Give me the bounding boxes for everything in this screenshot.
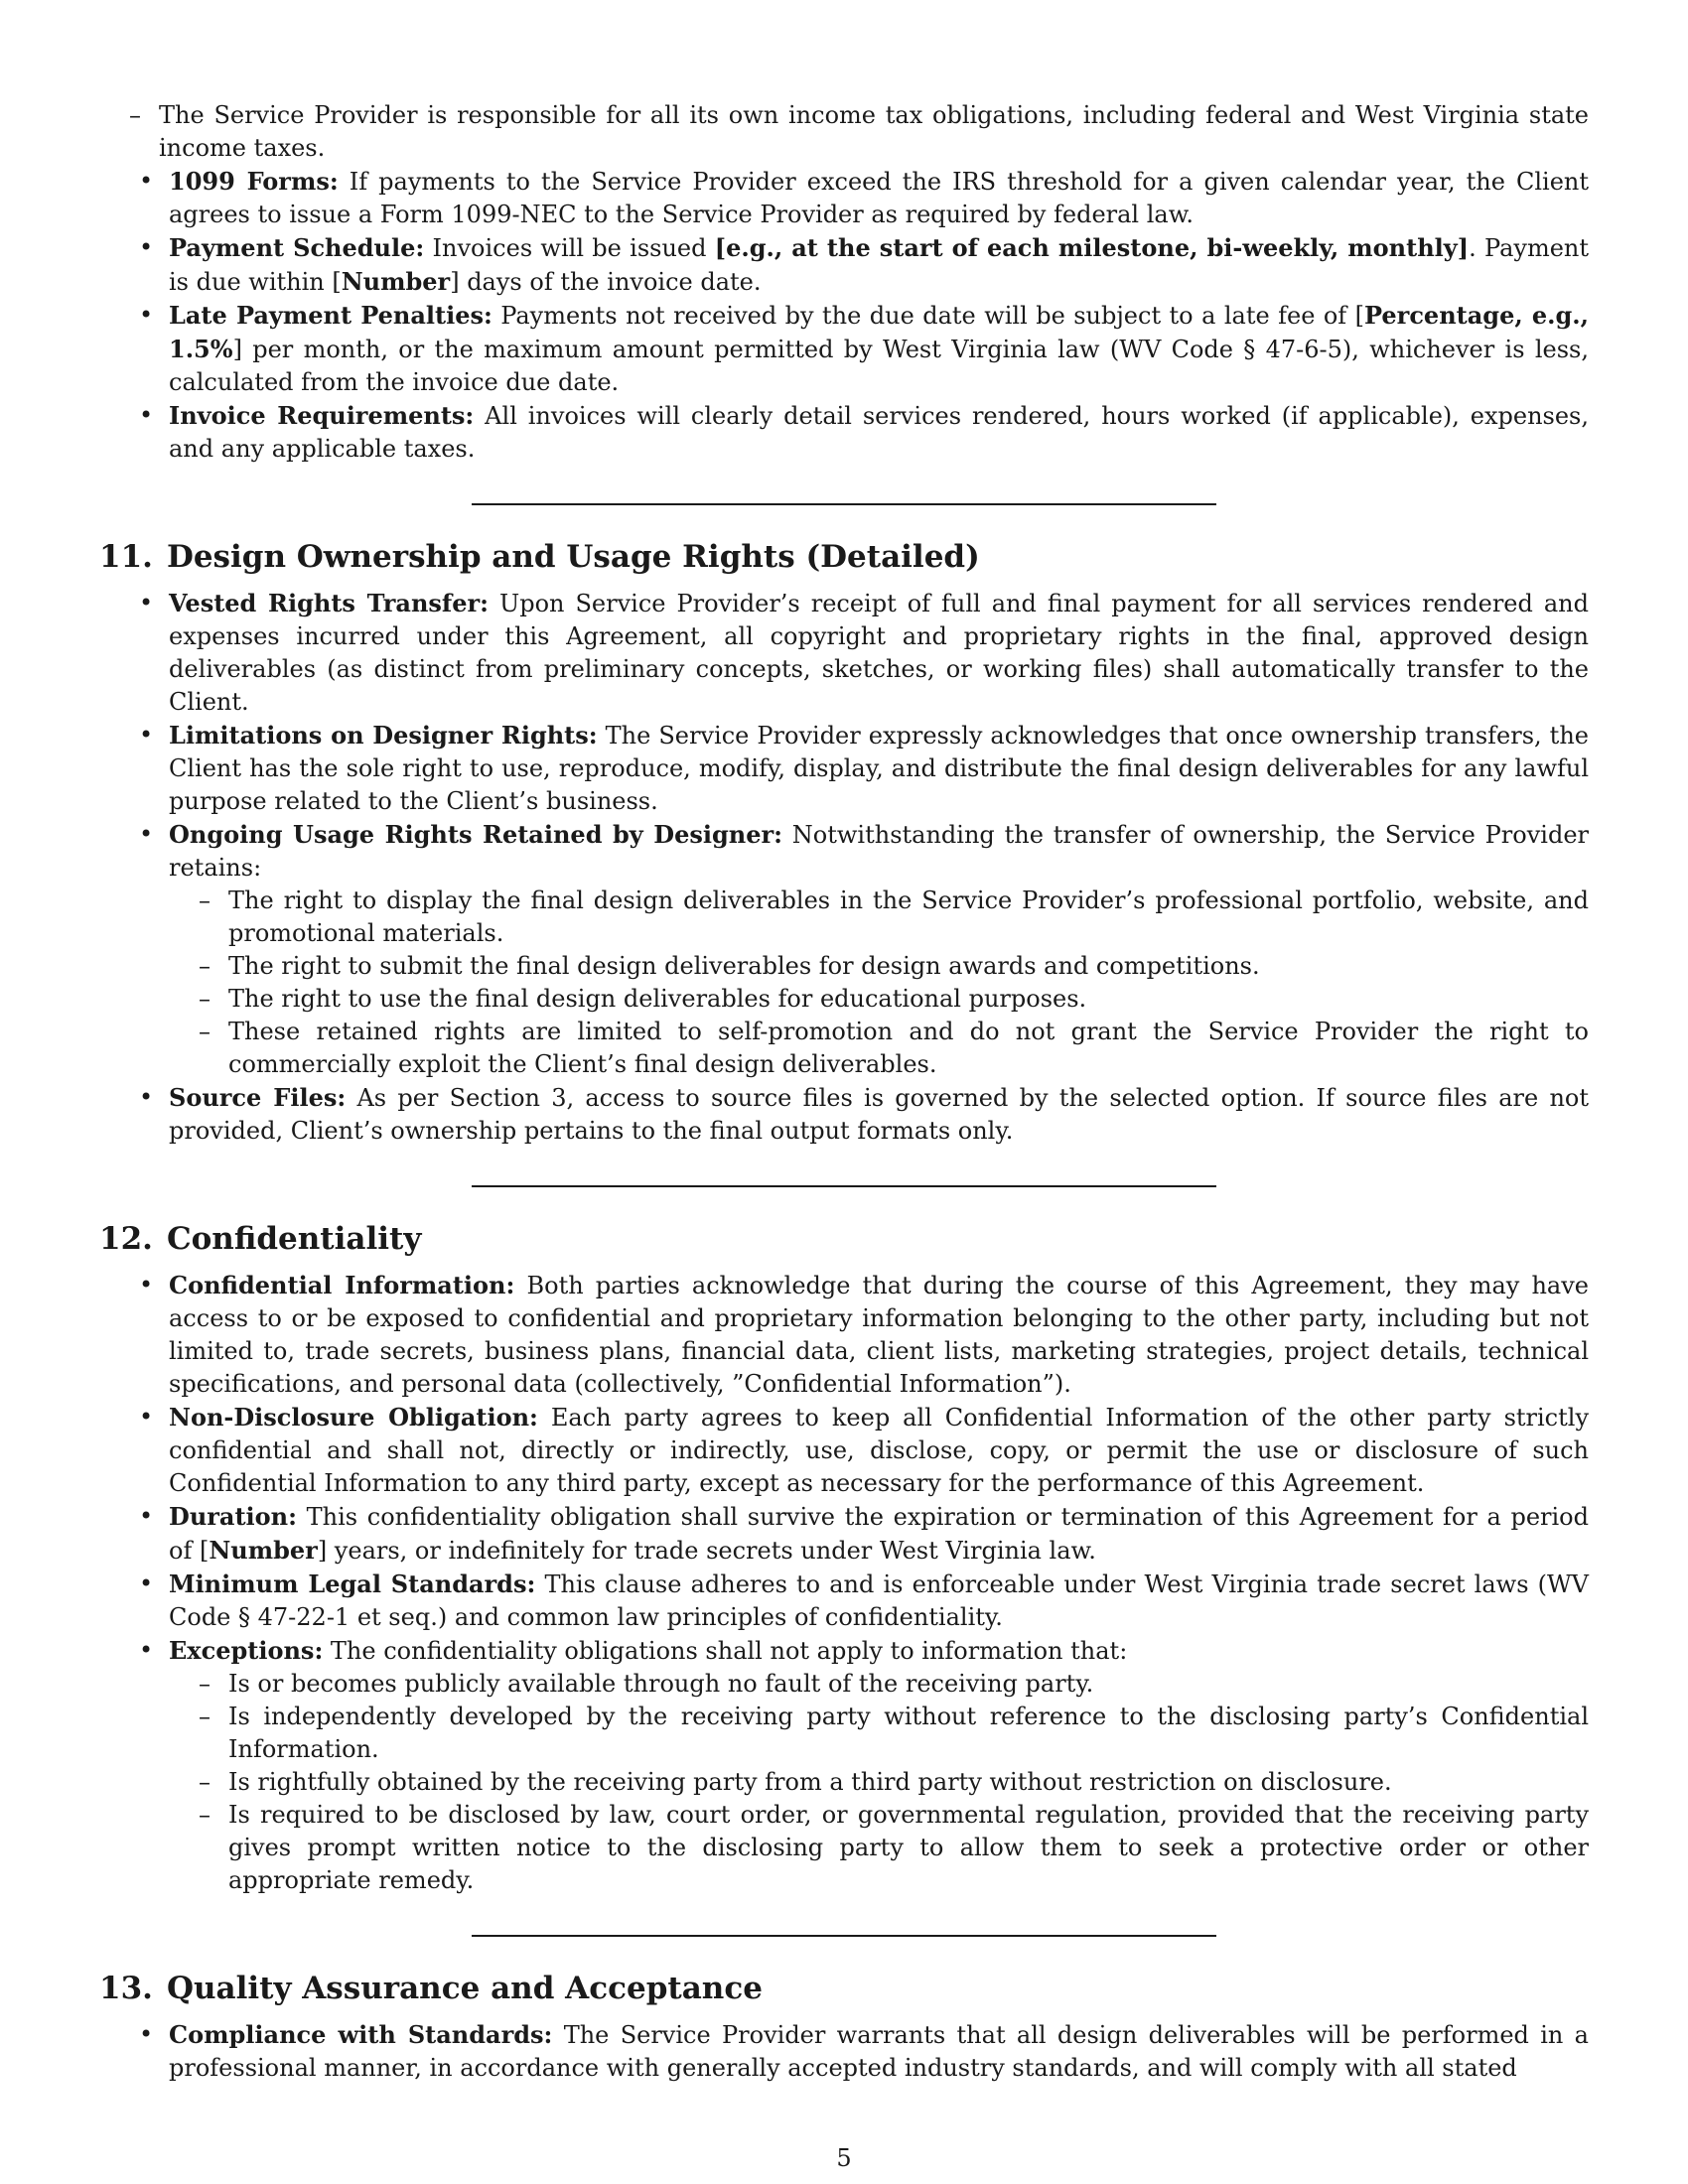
section-13-list xyxy=(99,2018,1589,2085)
list-subitem: – The right to use the final design deliverables for educational purposes. xyxy=(228,983,1589,1016)
list-item-payment-schedule: • Payment Schedule: Invoices will be issued [e.g., at the start of each milestone, bi-weekly, monthly]. Payment is due within [Number] days of the invoice date. xyxy=(169,231,1589,299)
list-item-confidential-information: • Confidential Information: Both parties acknowledge that during the course of this Agreement, they may have access to or be exposed to confidential and proprietary information belonging to the other party, including but not limited to, trade secrets, business plans, financial data, client lists, marketing strategies, project details, technical specifications, and personal data (collectively, ”Confidential Information”). xyxy=(169,1269,1589,1401)
section-11-list xyxy=(99,587,1589,1148)
list-subitem: – These retained rights are limited to self-promotion and do not grant the Service Provider the right to commercially exploit the Client’s final design deliverables. xyxy=(228,1016,1589,1081)
section-12-list xyxy=(99,1269,1589,1897)
section-divider xyxy=(472,503,1216,505)
document-page xyxy=(99,0,1589,2184)
list-subitem: – Is or becomes publicly available through no fault of the receiving party. xyxy=(228,1668,1589,1701)
list-item-non-disclosure-obligation: • Non-Disclosure Obligation: Each party agrees to keep all Confidential Information of the other party strictly confidential and shall not, directly or indirectly, use, disclose, copy, or permit the use or disclosure of such Confidential Information to any third party, except as necessary for the performance of this Agreement. xyxy=(169,1401,1589,1500)
continued-sublist xyxy=(99,99,1589,165)
list-item-late-payment-penalties: • Late Payment Penalties: Payments not received by the due date will be subject to a late fee of [Percentage, e.g., 1.5%] per month, or the maximum amount permitted by West Virginia law (WV Code § 47-6-5), whichever is less, calculated from the invoice due date. xyxy=(169,299,1589,399)
section-divider xyxy=(472,1935,1216,1937)
page-number: 5 xyxy=(836,2144,852,2172)
list-item-1099-forms: • 1099 Forms: If payments to the Service Provider exceed the IRS threshold for a given calendar year, the Client agrees to issue a Form 1099-NEC to the Service Provider as required by federal law. xyxy=(169,165,1589,231)
payment-terms-list xyxy=(99,165,1589,466)
exceptions-sublist xyxy=(169,1668,1589,1897)
list-item-duration: • Duration: This confidentiality obligation shall survive the expiration or termination of this Agreement for a period of [Number] years, or indefinitely for trade secrets under West Virginia law. xyxy=(169,1500,1589,1568)
list-item-ongoing-usage-rights: • Ongoing Usage Rights Retained by Designer: Notwithstanding the transfer of ownership, the Service Provider retains: – The right to display the final design deliverables in the Service Provider’s professional portfolio, website, and promotional materials. – The right to submit the final design deliverables for design awards and competitions. – The right to use the final design deliverables for educational purposes. – These retained rights are limited to self-promotion and do not grant the Service Provider the right to commercially exploit the Client’s final design deliverables. xyxy=(169,818,1589,1081)
section-11-heading: 11. Design Ownership and Usage Rights (Detailed) xyxy=(99,539,980,575)
list-subitem: – The Service Provider is responsible for all its own income tax obligations, including federal and West Virginia state income taxes. xyxy=(159,99,1589,165)
list-subitem: – Is independently developed by the receiving party without reference to the disclosing party’s Confidential Information. xyxy=(228,1701,1589,1766)
section-13-heading: 13. Quality Assurance and Acceptance xyxy=(99,1971,763,2006)
list-item-minimum-legal-standards: • Minimum Legal Standards: This clause adheres to and is enforceable under West Virginia trade secret laws (WV Code § 47-22-1 et seq.) and common law principles of confidentiality. xyxy=(169,1568,1589,1634)
list-subitem: – The right to display the final design deliverables in the Service Provider’s professional portfolio, website, and promotional materials. xyxy=(228,885,1589,950)
list-item-invoice-requirements: • Invoice Requirements: All invoices will clearly detail services rendered, hours worked (if applicable), expenses, and any applicable taxes. xyxy=(169,399,1589,466)
section-divider xyxy=(472,1185,1216,1187)
retained-rights-sublist xyxy=(169,885,1589,1081)
section-12-heading: 12. Confidentiality xyxy=(99,1221,422,1257)
list-item-source-files: • Source Files: As per Section 3, access to source files is governed by the selected option. If source files are not provided, Client’s ownership pertains to the final output formats only. xyxy=(169,1081,1589,1148)
list-subitem: – Is rightfully obtained by the receiving party from a third party without restriction on disclosure. xyxy=(228,1766,1589,1799)
list-item-vested-rights-transfer: • Vested Rights Transfer: Upon Service Provider’s receipt of full and final payment for all services rendered and expenses incurred under this Agreement, all copyright and proprietary rights in the final, approved design deliverables (as distinct from preliminary concepts, sketches, or working files) shall automatically transfer to the Client. xyxy=(169,587,1589,719)
list-item-compliance-with-standards: • Compliance with Standards: The Service Provider warrants that all design deliverables will be performed in a professional manner, in accordance with generally accepted industry standards, and will comply with all stated xyxy=(169,2018,1589,2085)
list-item-limitations-designer-rights: • Limitations on Designer Rights: The Service Provider expressly acknowledges that once ownership transfers, the Client has the sole right to use, reproduce, modify, display, and distribute the final design deliverables for any lawful purpose related to the Client’s business. xyxy=(169,719,1589,818)
list-item-exceptions: • Exceptions: The confidentiality obligations shall not apply to information that: – Is or becomes publicly available through no fault of the receiving party. – Is independently developed by the receiving party without reference to the disclosing party’s Confidential Information. – Is rightfully obtained by the receiving party from a third party without restriction on disclosure. – Is required to be disclosed by law, court order, or governmental regulation, provided that the receiving party gives prompt written notice to the disclosing party to allow them to seek a protective order or other appropriate remedy. xyxy=(169,1634,1589,1897)
list-subitem: – The right to submit the final design deliverables for design awards and competitions. xyxy=(228,950,1589,983)
list-subitem: – Is required to be disclosed by law, court order, or governmental regulation, provided that the receiving party gives prompt written notice to the disclosing party to allow them to seek a protective order or other appropriate remedy. xyxy=(228,1799,1589,1897)
